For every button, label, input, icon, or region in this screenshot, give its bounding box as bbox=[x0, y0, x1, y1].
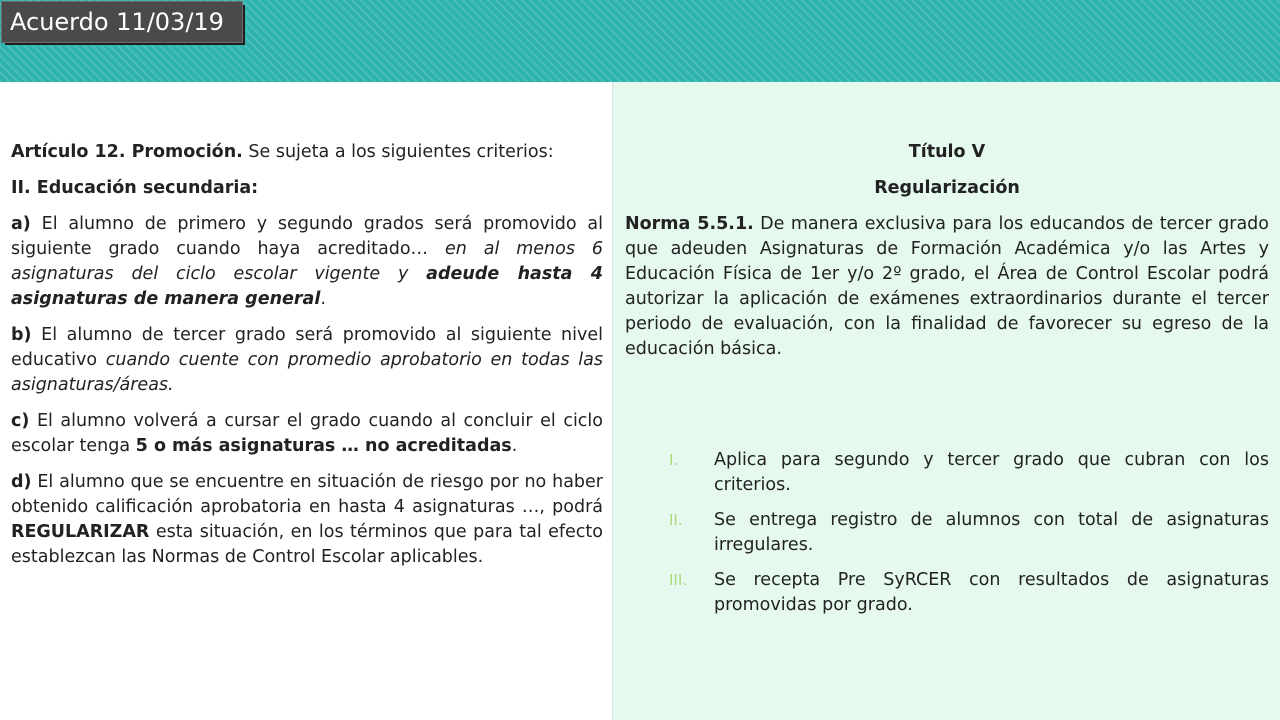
criterion-d-emphasis: REGULARIZAR bbox=[11, 522, 150, 542]
criterion-c-end: . bbox=[511, 436, 518, 456]
article-title: Artículo 12. Promoción. bbox=[11, 142, 243, 162]
list-number: II. bbox=[669, 511, 683, 529]
norma-text: De manera exclusiva para los educandos de tercer grado que adeuden Asignaturas de Formación Académica y/o las Artes y Educación Física de 1er y/o 2º grado, el Área de Control Escolar podrá autorizar la aplicación de exámenes extraordinarios durante el tercer periodo de evaluación, con la finalidad de favorecer su egreso de la educación básica. bbox=[625, 214, 1269, 359]
list-text: Se entrega registro de alumnos con total de asignaturas irregulares. bbox=[714, 510, 1269, 555]
criterion-b bbox=[11, 323, 603, 398]
list-number: I. bbox=[669, 451, 679, 469]
article-heading bbox=[11, 140, 603, 165]
criterion-d bbox=[11, 470, 603, 570]
criterion-c-emphasis: 5 o más asignaturas … no acreditadas bbox=[135, 436, 512, 456]
criterion-b-label: b) bbox=[11, 325, 32, 345]
list-text: Se recepta Pre SyRCER con resultados de asignaturas promovidas por grado. bbox=[714, 570, 1269, 615]
criterion-a-emphasis: adeude hasta 4 asignaturas de manera general bbox=[11, 264, 603, 309]
norma-label: Norma 5.5.1. bbox=[625, 214, 754, 234]
section-heading bbox=[11, 176, 603, 201]
title-v-heading: Título V bbox=[908, 142, 986, 162]
section-title: II. Educación secundaria: bbox=[11, 178, 259, 198]
list-item bbox=[669, 568, 1269, 618]
criterion-d-text-end: esta situación, en los términos que para tal efecto establezcan las Normas de Control Escolar aplicables. bbox=[11, 522, 603, 567]
regularization-heading: Regularización bbox=[874, 178, 1020, 198]
list-number: III. bbox=[669, 571, 688, 589]
criterion-a-label: a) bbox=[11, 214, 31, 234]
criterion-a-end: . bbox=[320, 289, 326, 309]
criterion-a-text: El alumno de primero y segundo grados será promovido al siguiente grado cuando haya acreditado… bbox=[11, 214, 603, 259]
criterion-b-text: El alumno de tercer grado será promovido al siguiente nivel educativo bbox=[11, 325, 603, 370]
list-text: Aplica para segundo y tercer grado que cubran con los criterios. bbox=[714, 450, 1269, 495]
left-column bbox=[0, 82, 612, 720]
criterion-c-label: c) bbox=[11, 411, 30, 431]
norma-paragraph bbox=[625, 212, 1269, 362]
list-item bbox=[669, 508, 1269, 558]
article-subtitle: Se sujeta a los siguientes criterios: bbox=[242, 142, 554, 162]
right-text-block bbox=[625, 140, 1269, 373]
slide-title: Acuerdo 11/03/19 bbox=[2, 2, 242, 42]
criterion-c-text: El alumno volverá a cursar el grado cuando al concluir el ciclo escolar tenga bbox=[11, 411, 603, 456]
left-text-block bbox=[11, 140, 603, 581]
criterion-a-italic: en al menos 6 asignaturas del ciclo escolar vigente y bbox=[11, 239, 604, 284]
criterion-d-label: d) bbox=[11, 472, 32, 492]
criterion-b-italic: cuando cuente con promedio aprobatorio en todas las asignaturas/áreas. bbox=[11, 350, 603, 395]
list-item bbox=[669, 448, 1269, 498]
criterion-a bbox=[11, 212, 603, 312]
criterion-c bbox=[11, 409, 603, 459]
roman-list bbox=[669, 448, 1269, 628]
criterion-d-text: El alumno que se encuentre en situación de riesgo por no haber obtenido calificación aprobatoria en hasta 4 asignaturas …, podrá bbox=[11, 472, 603, 517]
right-column bbox=[612, 82, 1280, 720]
